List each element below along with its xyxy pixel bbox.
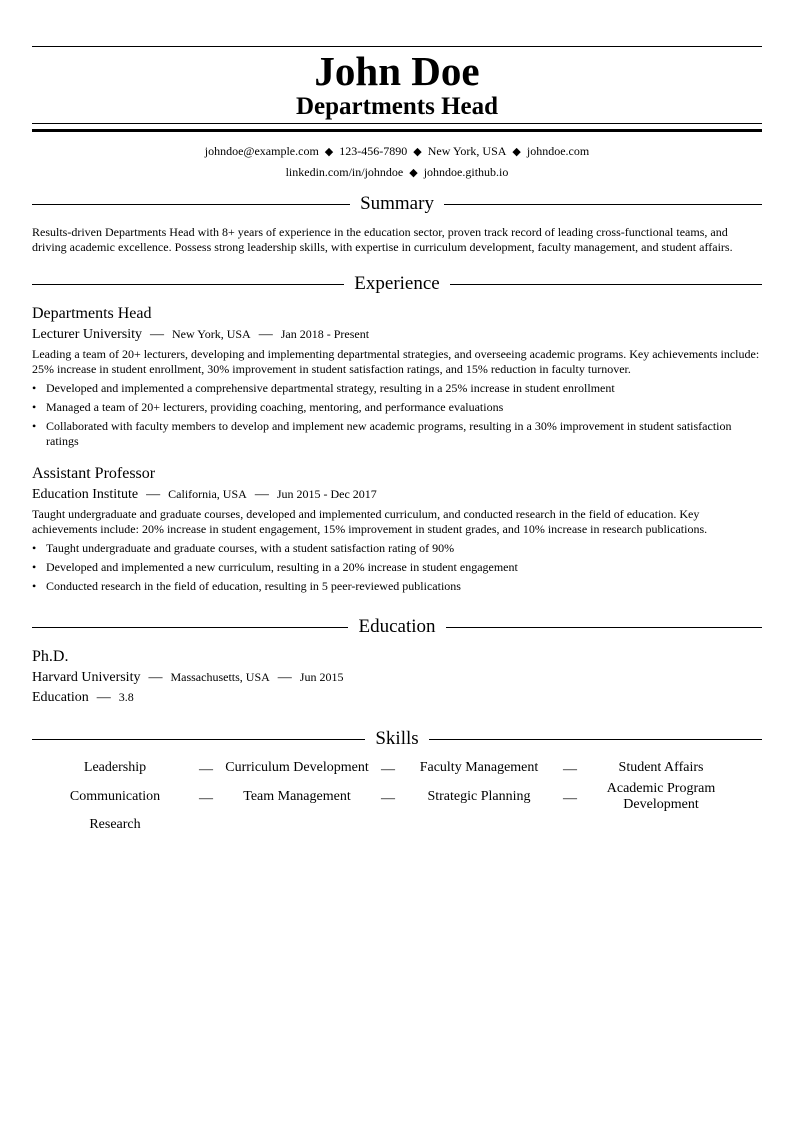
bullet-text: Collaborated with faculty members to develop and implement new academic programs, resulting in a 30% improvement in student satisfaction ratings	[46, 419, 732, 448]
contact-line-2	[32, 164, 762, 181]
school-line	[32, 669, 343, 686]
bullet-text: Conducted research in the field of education, resulting in 5 peer-reviewed publications	[46, 579, 461, 593]
heading-rule	[446, 627, 762, 628]
bullet-icon: •	[32, 381, 37, 395]
heading-rule	[32, 204, 350, 205]
location-text: New York, USA	[427, 144, 507, 158]
dash-separator: —	[96, 690, 111, 705]
dash-separator: —	[146, 487, 161, 502]
job-location: California, USA	[168, 487, 247, 501]
skill-item: Academic Program Development	[606, 781, 716, 812]
bullet-icon: •	[32, 541, 37, 555]
email-link[interactable]: johndoe@example.com	[204, 144, 319, 158]
field-line	[32, 689, 134, 706]
job-title: Departments Head	[32, 305, 152, 322]
list-item	[32, 400, 762, 415]
skill-item: Strategic Planning	[427, 789, 531, 804]
header-rule-thick	[32, 129, 762, 132]
job-org: Lecturer University	[32, 327, 143, 342]
dash-separator: —	[254, 487, 269, 502]
candidate-name: John Doe	[314, 48, 480, 94]
bullet-icon: •	[32, 560, 37, 574]
skill-item: Student Affairs	[618, 760, 704, 775]
job-dates: Jan 2018 - Present	[280, 327, 370, 341]
degree-title: Ph.D.	[32, 648, 69, 665]
heading-rule	[429, 739, 762, 740]
heading-rule	[444, 204, 762, 205]
bullet-text: Managed a team of 20+ lecturers, providing coaching, mentoring, and performance evaluations	[46, 400, 504, 414]
gpa-value: 3.8	[118, 690, 134, 704]
heading-rule	[450, 284, 762, 285]
diamond-icon: ◆	[413, 146, 422, 158]
bullet-icon: •	[32, 579, 37, 593]
heading-rule	[32, 627, 348, 628]
skill-item: Leadership	[83, 760, 147, 775]
bullet-text: Developed and implemented a new curriculum, resulting in a 20% increase in student engagement	[46, 560, 518, 574]
bullet-icon: •	[32, 419, 37, 433]
job-bullets	[32, 541, 762, 598]
list-item	[32, 560, 762, 575]
heading-rule	[32, 739, 365, 740]
experience-heading	[32, 273, 762, 295]
list-item	[32, 579, 762, 594]
diamond-icon: ◆	[512, 146, 521, 158]
list-item	[32, 381, 762, 396]
job-bullets	[32, 381, 762, 453]
graduation-date: Jun 2015	[299, 670, 344, 684]
skill-item: Research	[89, 817, 141, 832]
dash-separator: —	[563, 791, 577, 806]
field-of-study: Education	[32, 690, 89, 705]
skills-heading	[32, 728, 762, 750]
dash-separator: —	[199, 791, 213, 806]
summary-text: Results-driven Departments Head with 8+ years of experience in the education sector, proven track record of leading cross-functional teams, and driving academic excellence. Possess strong leadership skills, with expertise in curriculum development, faculty management, and student affairs.	[32, 225, 733, 254]
phone-text: 123-456-7890	[339, 144, 408, 158]
summary-heading	[32, 193, 762, 215]
school-name: Harvard University	[32, 670, 141, 685]
bullet-text: Developed and implemented a comprehensive departmental strategy, resulting in a 25% increase in student enrollment	[46, 381, 615, 395]
top-rule	[32, 46, 762, 47]
job-org: Education Institute	[32, 487, 139, 502]
skills-row	[32, 779, 762, 815]
linkedin-link[interactable]: linkedin.com/in/johndoe	[285, 165, 404, 179]
skill-item: Curriculum Development	[225, 760, 369, 775]
bullet-text: Taught undergraduate and graduate courses, with a student satisfaction rating of 90%	[46, 541, 455, 555]
job-title: Assistant Professor	[32, 465, 156, 482]
github-link[interactable]: johndoe.github.io	[423, 165, 509, 179]
diamond-icon: ◆	[409, 167, 418, 179]
dash-separator: —	[199, 762, 213, 777]
skills-row	[32, 815, 762, 835]
job-location: New York, USA	[172, 327, 251, 341]
job-org-line	[32, 486, 377, 503]
header-rule-thin	[32, 123, 762, 124]
bullet-icon: •	[32, 400, 37, 414]
heading-rule	[32, 284, 344, 285]
diamond-icon: ◆	[324, 146, 334, 158]
dash-separator: —	[148, 670, 163, 685]
dash-separator: —	[381, 791, 395, 806]
dash-separator: —	[258, 327, 273, 342]
section-title: Experience	[354, 273, 440, 294]
job-description: Taught undergraduate and graduate courses, developed and implemented curriculum, and conducted research in the field of education. Key achievements include: 20% increase in student engagement, 15% improvement in student grades, and 10% increase in research publications.	[32, 507, 708, 536]
list-item	[32, 541, 762, 556]
skill-item: Communication	[69, 789, 161, 804]
skill-item: Team Management	[243, 789, 351, 804]
skills-row	[32, 759, 762, 777]
skills-grid	[32, 759, 762, 835]
job-dates: Jun 2015 - Dec 2017	[276, 487, 377, 501]
dash-separator: —	[381, 762, 395, 777]
skill-item: Faculty Management	[419, 760, 539, 775]
candidate-role: Departments Head	[295, 93, 499, 120]
list-item	[32, 419, 762, 449]
dash-separator: —	[277, 670, 292, 685]
section-title: Skills	[375, 728, 419, 749]
website-link[interactable]: johndoe.com	[526, 144, 590, 158]
job-description: Leading a team of 20+ lecturers, developing and implementing departmental strategies, and overseeing academic programs. Key achievements include: 25% increase in student enrollment, 30% improvement in student satisfaction ratings, and 15% reduction in faculty turnover.	[32, 347, 760, 376]
section-title: Summary	[360, 193, 434, 214]
education-heading	[32, 616, 762, 638]
dash-separator: —	[150, 327, 165, 342]
job-org-line	[32, 326, 369, 343]
section-title: Education	[358, 616, 436, 637]
school-location: Massachusetts, USA	[170, 670, 270, 684]
dash-separator: —	[563, 762, 577, 777]
contact-line-1	[32, 143, 762, 160]
